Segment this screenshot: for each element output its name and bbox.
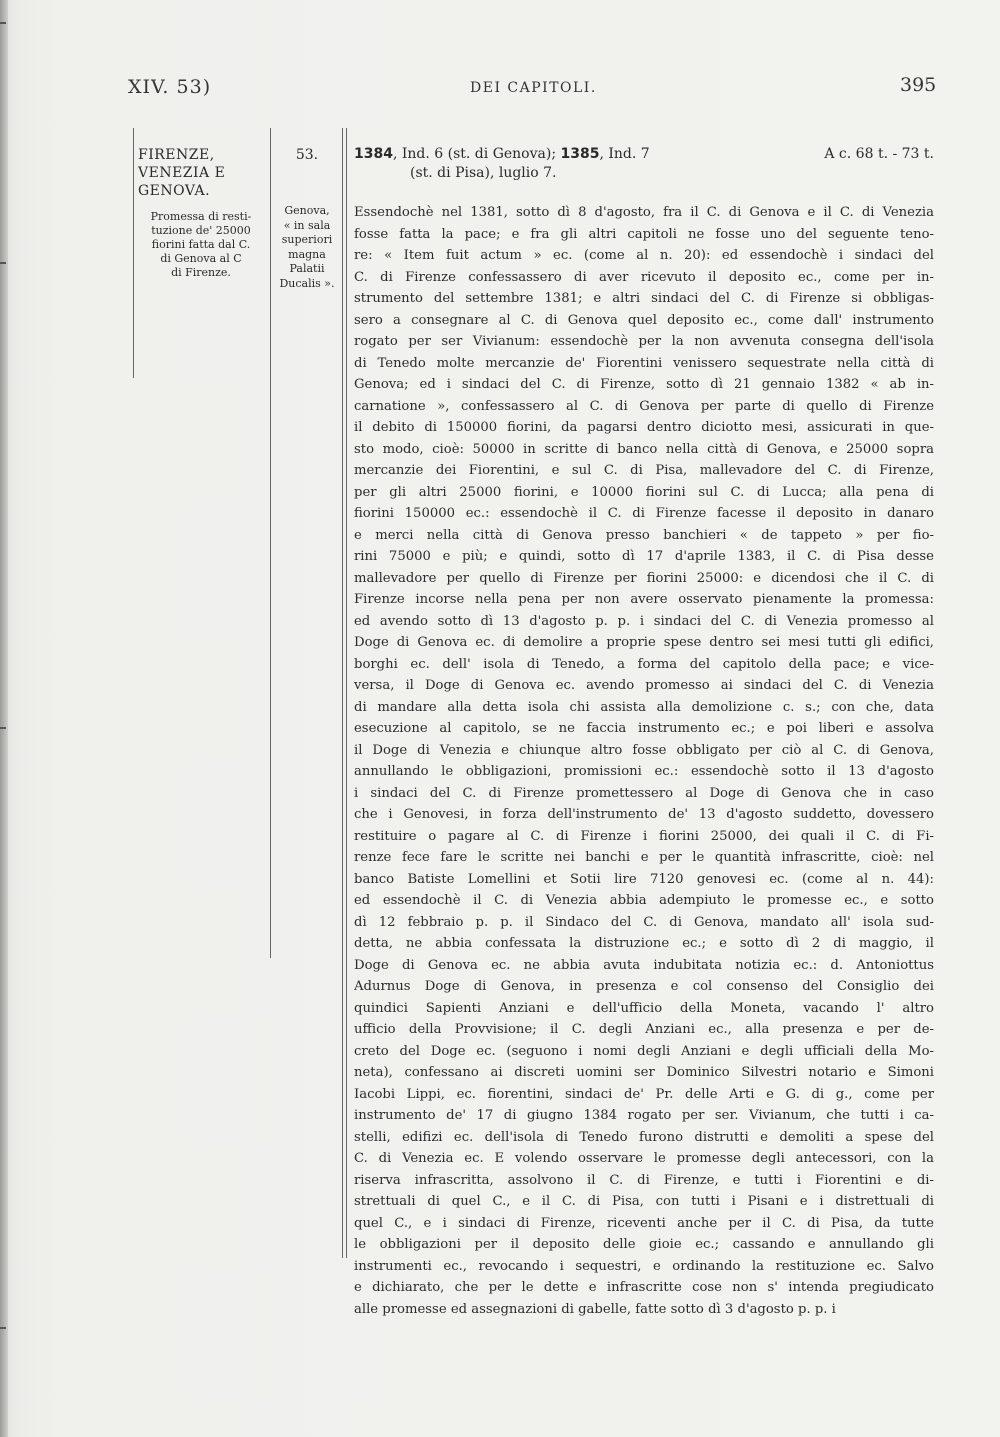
parties-line: VENEZIA E: [138, 165, 226, 181]
text-line: C. di Venezia ec. E volendo osservare le promesse degli antecessori, con la: [354, 1151, 934, 1166]
text-line: fiorini 150000 ec.: essendochè il C. di Firenze facesse il deposito in danaro: [354, 506, 934, 521]
subject-summary: [138, 210, 264, 280]
text-line: riserva infrascritta, assolvono il C. di Firenze, e tutti i Fiorentini e di-: [354, 1172, 934, 1188]
text-line: e dichiarato, che per le dette e infrascritte cose non s' intenda pregiudicato: [354, 1280, 934, 1295]
text-line: Iacobi Lippi, ec. fiorentini, sindaci de' Pr. delle Arti e G. di g., come per: [354, 1086, 934, 1102]
text-line: per gli altri 25000 fiorini, e 10000 fiorini sul C. di Lucca; alla pena di: [354, 484, 934, 500]
edge-mark: [0, 1327, 6, 1329]
text-line: che i Genovesi, in forza dell'instrumento de' 13 d'agosto suddetto, dovessero: [354, 807, 934, 822]
page-binding-shadow: [0, 0, 8, 1437]
place-line: « in sala: [283, 218, 331, 232]
text-line: instrumenti ec., revocando i sequestri, e ordinando la restituzione ec. Salvo: [354, 1258, 934, 1274]
text-line: annullando le obbligazioni, promissioni ec.: essendochè sotto il 13 d'agosto: [354, 764, 934, 779]
number-place-column: [276, 146, 338, 291]
text-line: esecuzione al capitolo, se ne faccia instrumento ec.; e poi liberi e assolva: [354, 721, 934, 736]
text-line: alle promesse ed assegnazioni di gabelle, fatte sotto dì 3 d'agosto p. p. i: [354, 1301, 836, 1317]
text-line: e merci nella città di Genova presso banchieri « de tappeto » per fio-: [354, 527, 934, 543]
text-line: Adurnus Doge di Genova, in presenza e col consenso del Consiglio dei: [354, 979, 934, 994]
header-section-ref: XIV. 53): [128, 76, 212, 98]
text-line: ed avendo sotto dì 13 d'agosto p. p. i sindaci del C. di Venezia promesso al: [354, 613, 934, 629]
subject-line: tuzione de' 25000: [151, 224, 251, 237]
text-line: stelli, edifizi ec. dell'isola di Tenedo furono distrutti e demoliti a spese del: [354, 1129, 934, 1145]
subject-line: di Firenze.: [171, 266, 231, 279]
text-line: di mandare alla detta isola chi assista alla demolizione c. s.; con che, data: [354, 699, 934, 715]
text-line: fosse fatta la pace; e fra gli altri capitoli ne fosse uno del seguente teno-: [354, 226, 934, 242]
edge-mark: [0, 727, 6, 729]
text-line: quindici Sapienti Anziani e dell'ufficio della Moneta, vacando l' altro: [354, 1000, 934, 1016]
text-line: rini 75000 e più; e quindi, sotto dì 17 d'aprile 1383, il C. di Pisa desse: [354, 549, 934, 564]
subject-line: Promessa di resti-: [150, 210, 252, 223]
text-line: C. di Firenze confessassero di aver ricevuto il deposito ec., come per in-: [354, 269, 934, 285]
text-line: mallevadore per quello di Firenze per fiorini 25000: e dicendosi che il C. di: [354, 570, 934, 586]
text-line: carnatione », confessassero al C. di Genova per parte di quello di Firenze: [354, 398, 934, 414]
text-line: ufficio della Provvisione; il C. degli Anziani ec., alla presenza e per de-: [354, 1022, 934, 1037]
text-line: dì 12 febbraio p. p. il Sindaco del C. di Genova, mandato all' isola sud-: [354, 914, 934, 930]
text-line: strumento del settembre 1381; e altri sindaci del C. di Firenze si obbligas-: [354, 291, 934, 306]
text-line: rogato per ser Vivianum: essendochè per la non avvenuta consegna dell'isola: [354, 334, 934, 349]
parties-line: GENOVA.: [138, 183, 211, 199]
parties-line: FIRENZE,: [138, 147, 215, 163]
place-line: Ducalis ».: [279, 276, 335, 290]
left-margin-column: [138, 146, 264, 280]
text-line: i sindaci del C. di Firenze promettessero al Doge di Genova che in caso: [354, 785, 934, 801]
entry-date-line-2: (st. di Pisa), luglio 7.: [410, 165, 557, 181]
column-rule: [346, 128, 347, 1258]
text-line: Genova; ed i sindaci del C. di Firenze, sotto dì 21 gennaio 1382 « ab in-: [354, 377, 934, 392]
place-line: magna: [288, 247, 326, 261]
text-line: renze fece fare le scritte nei banchi e per le quantità infrascritte, cioè: nel: [354, 850, 934, 865]
text-line: instrumento de' 17 di giugno 1384 rogato per ser. Vivianum, che tutti i ca-: [354, 1108, 934, 1123]
text-line: neta), confessano ai discreti uomini ser Dominico Silvestri notario e Simoni: [354, 1065, 934, 1080]
subject-line: di Genova al C: [160, 252, 242, 265]
place-line: Palatii: [289, 262, 325, 275]
text-line: mercanzie dei Fiorentini, e sul C. di Pisa, mallevadore del C. di Firenze,: [354, 463, 934, 478]
text-line: ed essendochè il C. di Venezia abbia adempiuto le promesse ec., e sotto: [354, 893, 934, 908]
text-line: creto del Doge ec. (seguono i nomi degli Anziani e degli ufficiali della Mo-: [354, 1043, 934, 1059]
text-line: il Doge di Venezia e chiunque altro fosse obbligato per ciò al C. di Genova,: [354, 742, 934, 758]
entry-year: 1385: [560, 146, 600, 162]
archive-reference: A c. 68 t. - 73 t.: [824, 146, 934, 162]
edge-mark: [0, 22, 6, 24]
text-line: borghi ec. dell' isola di Tenedo, a forma del capitolo della pace; e vice-: [354, 656, 934, 672]
column-rule: [133, 128, 134, 378]
text-line: quel C., e i sindaci di Firenze, riceventi anche per il C. di Pisa, da tutte: [354, 1215, 934, 1231]
main-text-column: [354, 145, 934, 1320]
text-line: strettuali di quel C., e il C. di Pisa, con tutti i Pisani e i distrettuali di: [354, 1194, 934, 1209]
text-line: re: « Item fuit actum » ec. (come al n. 20): ed essendochè i sindaci del: [354, 248, 934, 263]
entry-heading: [354, 145, 934, 187]
text-line: le obbligazioni per il deposito delle gioie ec.; cassando e annullando gli: [354, 1237, 934, 1252]
text-line: il debito di 150000 fiorini, da pagarsi dentro diciotto mesi, assicurati in que-: [354, 420, 934, 435]
parties-title: [138, 146, 264, 200]
text-line: Firenze incorse nella pena per non avere osservato pienamente la promessa:: [354, 592, 934, 607]
entry-number: 53.: [295, 147, 319, 163]
body-paragraph: [354, 202, 934, 1320]
text-line: sto modo, cioè: 50000 in scritte di banco nella città di Genova, e 25000 sopra: [354, 441, 934, 457]
text-line: Doge di Genova ec. di demolire a proprie spese dentro sei mesi tutti gli edifici,: [354, 635, 934, 650]
place-line: Genova,: [284, 204, 330, 217]
running-header: [0, 70, 1000, 110]
text-line: di Tenedo molte mercanzie de' Fiorentini venissero sequestrate nella città di: [354, 355, 934, 371]
text-line: Doge di Genova ec. ne abbia avuta indubitata notizia ec.: d. Antoniottus: [354, 957, 934, 973]
place-line: superiori: [281, 233, 333, 246]
text-line: restituire o pagare al C. di Firenze i fiorini 25000, dei quali il C. di Fi-: [354, 828, 934, 844]
place-note: [276, 204, 338, 291]
text-line: Essendochè nel 1381, sotto dì 8 d'agosto, fra il C. di Genova e il C. di Venezia: [354, 205, 934, 220]
edge-mark: [0, 262, 6, 264]
entry-year: 1384: [354, 146, 393, 162]
text-line: banco Batiste Lomellini et Sotii lire 7120 genovesi ec. (come al n. 44):: [354, 871, 934, 887]
subject-line: fiorini fatta dal C.: [151, 238, 251, 251]
header-title: DEI CAPITOLI.: [470, 80, 597, 96]
column-rule: [270, 128, 271, 958]
entry-date: , Ind. 6 (st. di Genova);: [392, 146, 561, 162]
column-rule: [342, 128, 343, 1258]
entry-date: , Ind. 7: [599, 146, 650, 162]
text-line: detta, ne abbia confessata la distruzione ec.; e sotto dì 2 di maggio, il: [354, 936, 934, 951]
text-line: sero a consegnare al C. di Genova quel deposito ec., come dall' instrumento: [354, 312, 934, 328]
page-number: 395: [900, 74, 937, 96]
text-line: versa, il Doge di Genova ec. avendo promesso ai sindaci del C. di Venezia: [354, 678, 934, 693]
